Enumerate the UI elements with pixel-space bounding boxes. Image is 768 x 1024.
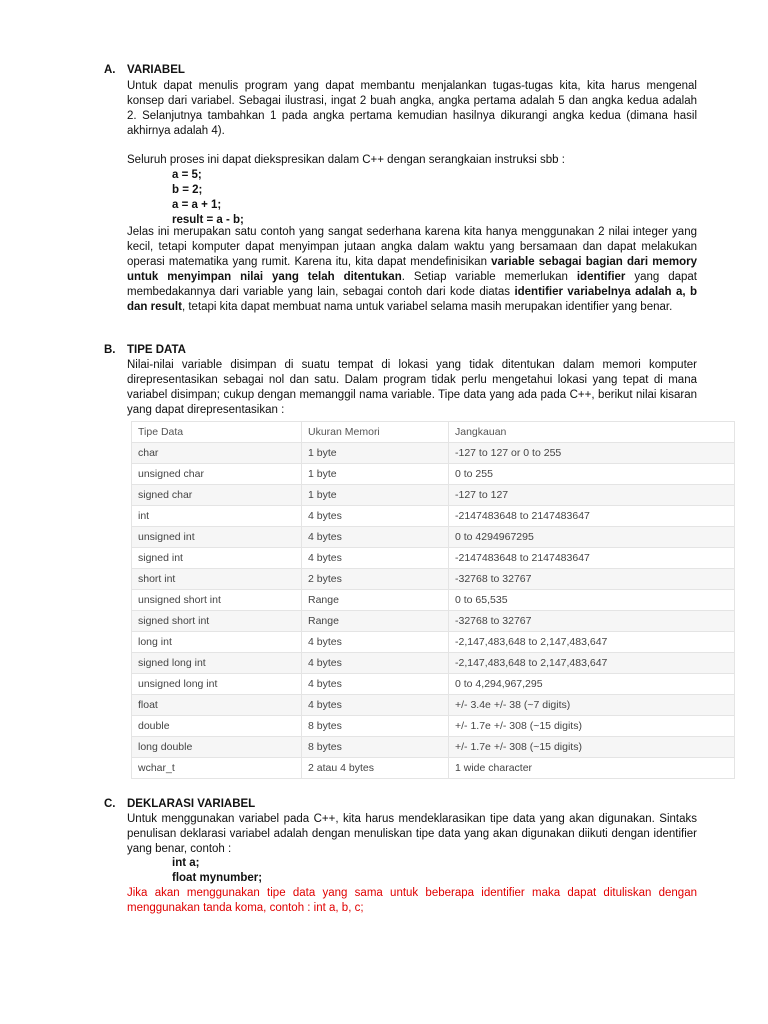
size-cell: 4 bytes: [302, 653, 449, 674]
section-c-note: Jika akan menggunakan tipe data yang sama untuk beberapa identifier maka dapat dituliskan dengan menggunakan tanda koma, contoh : int a, b, c;: [127, 887, 697, 914]
bold-run: identifier variabelnya adalah a, b dan result: [127, 286, 697, 313]
table-row: [132, 653, 735, 674]
code-line: int a;: [172, 857, 200, 869]
size-cell: Range: [302, 611, 449, 632]
column-header: Jangkauan: [449, 422, 735, 443]
bold-run: identifier: [576, 271, 626, 283]
range-cell: +/- 1.7e +/- 308 (~15 digits): [449, 716, 735, 737]
section-a-paragraph-3: [127, 225, 697, 315]
size-cell: 4 bytes: [302, 548, 449, 569]
table-row: [132, 737, 735, 758]
range-cell: -2,147,483,648 to 2,147,483,647: [449, 632, 735, 653]
code-line: b = 2;: [172, 184, 203, 196]
type-cell: unsigned short int: [132, 590, 302, 611]
size-cell: 1 byte: [302, 464, 449, 485]
type-cell: int: [132, 506, 302, 527]
range-cell: 0 to 65,535: [449, 590, 735, 611]
range-cell: -2147483648 to 2147483647: [449, 548, 735, 569]
type-cell: wchar_t: [132, 758, 302, 779]
range-cell: -2,147,483,648 to 2,147,483,647: [449, 653, 735, 674]
data-type-table: [131, 421, 735, 779]
type-cell: float: [132, 695, 302, 716]
table-body: [132, 443, 735, 779]
type-cell: signed int: [132, 548, 302, 569]
type-cell: unsigned char: [132, 464, 302, 485]
size-cell: 4 bytes: [302, 674, 449, 695]
range-cell: -127 to 127: [449, 485, 735, 506]
code-line: result = a - b;: [172, 214, 244, 226]
section-a-paragraph-1: Untuk dapat menulis program yang dapat membantu menjalankan tugas-tugas kita, kita harus mengenal konsep dari variabel. Sebagai ilustrasi, ingat 2 buah angka, angka pertama adalah 5 dan angka kedua adalah 2. Selanjutnya tambahkan 1 pada angka pertama kemudian hasilnya dikurangi angka kedua (dimana hasil akhirnya adalah 4).: [127, 80, 697, 137]
text-run: yang dapat membedakannya dari variable yang lain, sebagai contoh dari kode diatas: [127, 271, 697, 298]
section-b-letter: B.: [104, 344, 116, 356]
size-cell: 1 byte: [302, 443, 449, 464]
table-row: [132, 611, 735, 632]
type-cell: short int: [132, 569, 302, 590]
table-row: [132, 695, 735, 716]
range-cell: +/- 3.4e +/- 38 (~7 digits): [449, 695, 735, 716]
code-line: a = a + 1;: [172, 199, 222, 211]
type-cell: long int: [132, 632, 302, 653]
table-row: [132, 527, 735, 548]
table-row: [132, 716, 735, 737]
size-cell: 4 bytes: [302, 695, 449, 716]
section-a-code-block: [172, 168, 244, 228]
size-cell: 2 bytes: [302, 569, 449, 590]
column-header: Ukuran Memori: [302, 422, 449, 443]
table-row: [132, 758, 735, 779]
type-cell: double: [132, 716, 302, 737]
size-cell: 4 bytes: [302, 527, 449, 548]
section-a-heading: [104, 64, 185, 76]
table-row: [132, 632, 735, 653]
code-line: float mynumber;: [172, 872, 263, 884]
text-run: Jelas ini merupakan satu contoh yang sangat sederhana karena kita hanya menggunakan 2 nilai integer yang kecil, tetapi komputer dapat menyimpan jutaan angka dalam waktu yang bersamaan dan dapat melakukan operasi matematika yang rumit. Karena itu, kita dapat mendefinisikan: [127, 226, 697, 268]
type-cell: signed long int: [132, 653, 302, 674]
table-row: [132, 548, 735, 569]
type-cell: unsigned int: [132, 527, 302, 548]
section-a-paragraph-2: Seluruh proses ini dapat diekspresikan dalam C++ dengan serangkaian instruksi sbb :: [127, 154, 565, 166]
range-cell: -127 to 127 or 0 to 255: [449, 443, 735, 464]
table-row: [132, 569, 735, 590]
size-cell: 1 byte: [302, 485, 449, 506]
table-row: [132, 485, 735, 506]
section-a-title: VARIABEL: [127, 64, 185, 76]
text-run: , tetapi kita dapat membuat nama untuk variabel selama masih merupakan identifier yang benar.: [181, 301, 673, 313]
size-cell: 4 bytes: [302, 506, 449, 527]
size-cell: 8 bytes: [302, 716, 449, 737]
range-cell: -32768 to 32767: [449, 611, 735, 632]
section-b-title: TIPE DATA: [127, 344, 186, 356]
range-cell: -2147483648 to 2147483647: [449, 506, 735, 527]
size-cell: Range: [302, 590, 449, 611]
table-header-row: [132, 422, 735, 443]
section-c-letter: C.: [104, 798, 116, 810]
table-row: [132, 590, 735, 611]
range-cell: -32768 to 32767: [449, 569, 735, 590]
range-cell: 0 to 4,294,967,295: [449, 674, 735, 695]
bold-run: variable sebagai bagian dari memory untuk menyimpan nilai yang telah ditentukan: [127, 256, 697, 283]
table-row: [132, 464, 735, 485]
range-cell: 1 wide character: [449, 758, 735, 779]
table-row: [132, 506, 735, 527]
range-cell: 0 to 255: [449, 464, 735, 485]
range-cell: +/- 1.7e +/- 308 (~15 digits): [449, 737, 735, 758]
type-cell: unsigned long int: [132, 674, 302, 695]
table-row: [132, 674, 735, 695]
section-b-heading: [104, 344, 186, 356]
section-b-paragraph-1: Nilai-nilai variable disimpan di suatu tempat di lokasi yang tidak ditentukan dalam memori komputer direpresentasikan sebagai nol dan satu. Dalam program tidak perlu mengetahui lokasi yang tepat di mana variabel disimpan; cukup dengan memanggil nama variable. Tipe data yang ada pada C++, berikut nilai kisaran yang dapat direpresentasikan :: [127, 359, 697, 416]
section-c-title: DEKLARASI VARIABEL: [127, 798, 256, 810]
type-cell: signed char: [132, 485, 302, 506]
column-header: Tipe Data: [132, 422, 302, 443]
table-row: [132, 443, 735, 464]
size-cell: 2 atau 4 bytes: [302, 758, 449, 779]
code-line: a = 5;: [172, 169, 202, 181]
section-c-heading: [104, 798, 255, 810]
section-a-letter: A.: [104, 64, 116, 76]
type-cell: signed short int: [132, 611, 302, 632]
type-cell: char: [132, 443, 302, 464]
size-cell: 8 bytes: [302, 737, 449, 758]
section-c-paragraph-1: Untuk menggunakan variabel pada C++, kita harus mendeklarasikan tipe data yang akan digunakan. Sintaks penulisan deklarasi variabel adalah dengan menuliskan tipe data yang akan digunakan diikuti dengan identifier yang benar, contoh :: [127, 813, 697, 855]
size-cell: 4 bytes: [302, 632, 449, 653]
type-cell: long double: [132, 737, 302, 758]
text-run: . Setiap variable memerlukan: [401, 271, 577, 283]
section-c-code-block: [172, 856, 262, 886]
range-cell: 0 to 4294967295: [449, 527, 735, 548]
